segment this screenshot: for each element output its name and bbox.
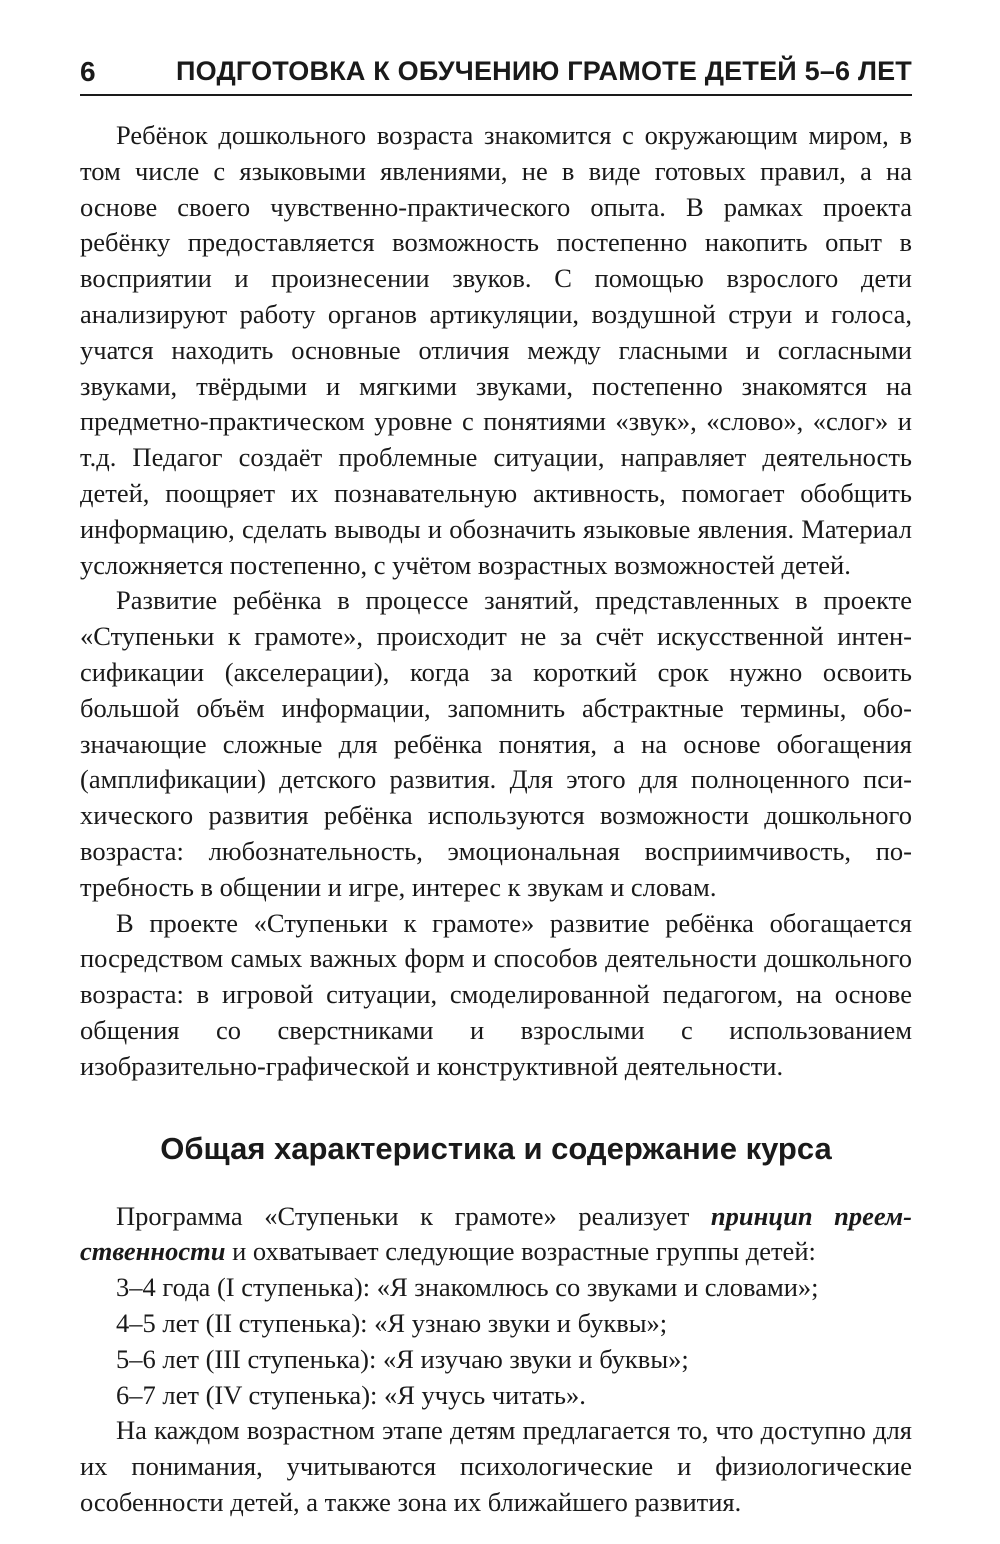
list-item: 5–6 лет (III ступенька): «Я изучаю звуки и буквы»; [116,1343,689,1374]
paragraph-1: Ребёнок дошкольного возраста знакомится с окружающим миром, в том числе с языковыми явлениями, не в виде готовых правил, а на основе своего чувственно-практического опыта. В рамках проекта ребёнку предоставляется возможность постепенно накопить опыт в восприятии и произнесении звуков. С помощью взрослого дети анализируют работу органов артикуляции, воздушной струи и голоса, учатся находить основные отличия между гласными и согласными звуками, твёрдыми и мягкими звуками, постепенно знакомятся на предметно-практическом уровне с понятиями «звук», «слово», «слог» и т.д. Педагог создаёт проблемные ситуации, направляет деятельность детей, поощряет их познавательную активность, помогает обобщить информацию, сделать выводы и обозначить языковые явления. Материал усложняется постепенно, с учётом возрастных возможностей детей. [80,120,912,580]
list-item: 3–4 года (I ступенька): «Я знакомлюсь со звуками и словами»; [116,1272,819,1303]
list-item: 4–5 лет (II ступенька): «Я узнаю звуки и буквы»; [116,1307,668,1338]
page-body [80,118,912,1521]
running-title: ПОДГОТОВКА К ОБУЧЕНИЮ ГРАМОТЕ ДЕТЕЙ 5–6 ЛЕТ [176,56,912,86]
age-groups-list [80,1270,912,1413]
program-paragraph [80,1199,912,1271]
program-paragraph-lead: Программа «Ступеньки к грамоте» реализует [116,1200,711,1231]
program-paragraph-tail: и охватывает следующие возрастные группы детей: [225,1236,816,1267]
list-item: 6–7 лет (IV ступенька): «Я учусь читать». [116,1379,586,1410]
section-heading: Общая характеристика и содержание курса [160,1130,832,1166]
paragraph-2: Развитие ребёнка в процессе занятий, представленных в проекте «Ступеньки к грамоте», происходит не за счёт искусственной интенсификации (акселерации), когда за короткий срок нужно освоить большой объём информации, запомнить абстрактные термины, обозначающие сложные для ребёнка понятия, а на основе обогащения (амплификации) детского развития. Для этого для полноценного психического развития ребёнка используются возможности дошкольного возраста: любознательность, эмоциональная восприимчивость, потребность в общении и игре, интерес к звукам и словам. [80,585,912,902]
page-header [80,48,912,96]
paragraph-3: В проекте «Ступеньки к грамоте» развитие ребёнка обогащается посредством самых важных форм и способов деятельности дошкольного возраста: в игровой ситуации, смоделированной педагогом, на основе общения со сверстниками и взрослыми с использованием изобразительно-графической и конструктивной деятельности. [80,907,912,1081]
closing-paragraph: На каждом возрастном этапе детям предлагается то, что доступно для их понимания, учитываются психологические и физиологические особенности детей, а также зона их ближайшего развития. [80,1415,912,1517]
continuity-principle-emphasis: принцип преемственности [80,1200,912,1267]
page-number: 6 [80,56,96,87]
